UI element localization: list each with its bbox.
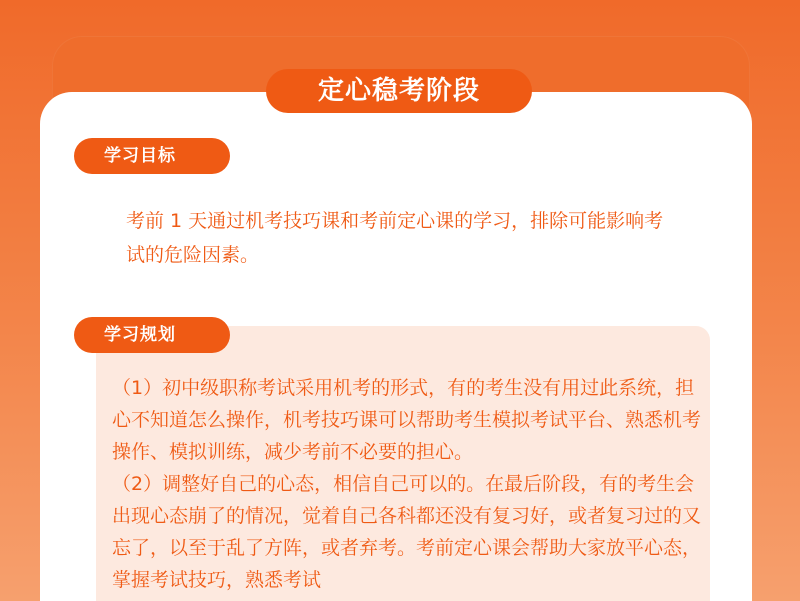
plan-text	[112, 372, 702, 596]
section-tag-goal: 学习目标	[74, 138, 230, 174]
goal-text: 考前 1 天通过机考技巧课和考前定心课的学习，排除可能影响考试的危险因素。	[126, 210, 664, 266]
plan-item-2: （2）调整好自己的心态，相信自己可以的。在最后阶段，有的考生会出现心态崩了的情况，觉着自己各科都还没有复习好，或者复习过的又忘了，以至于乱了方阵，或者弃考。考前定心课会帮助大家放平心态，掌握考试技巧，熟悉考试	[112, 473, 702, 591]
plan-item-1: （1）初中级职称考试采用机考的形式，有的考生没有用过此系统，担心不知道怎么操作，机考技巧课可以帮助考生模拟考试平台、熟悉机考操作、模拟训练，减少考前不必要的担心。	[112, 377, 702, 463]
section-tag-plan: 学习规划	[74, 317, 230, 353]
page-title: 定心稳考阶段	[266, 69, 532, 113]
